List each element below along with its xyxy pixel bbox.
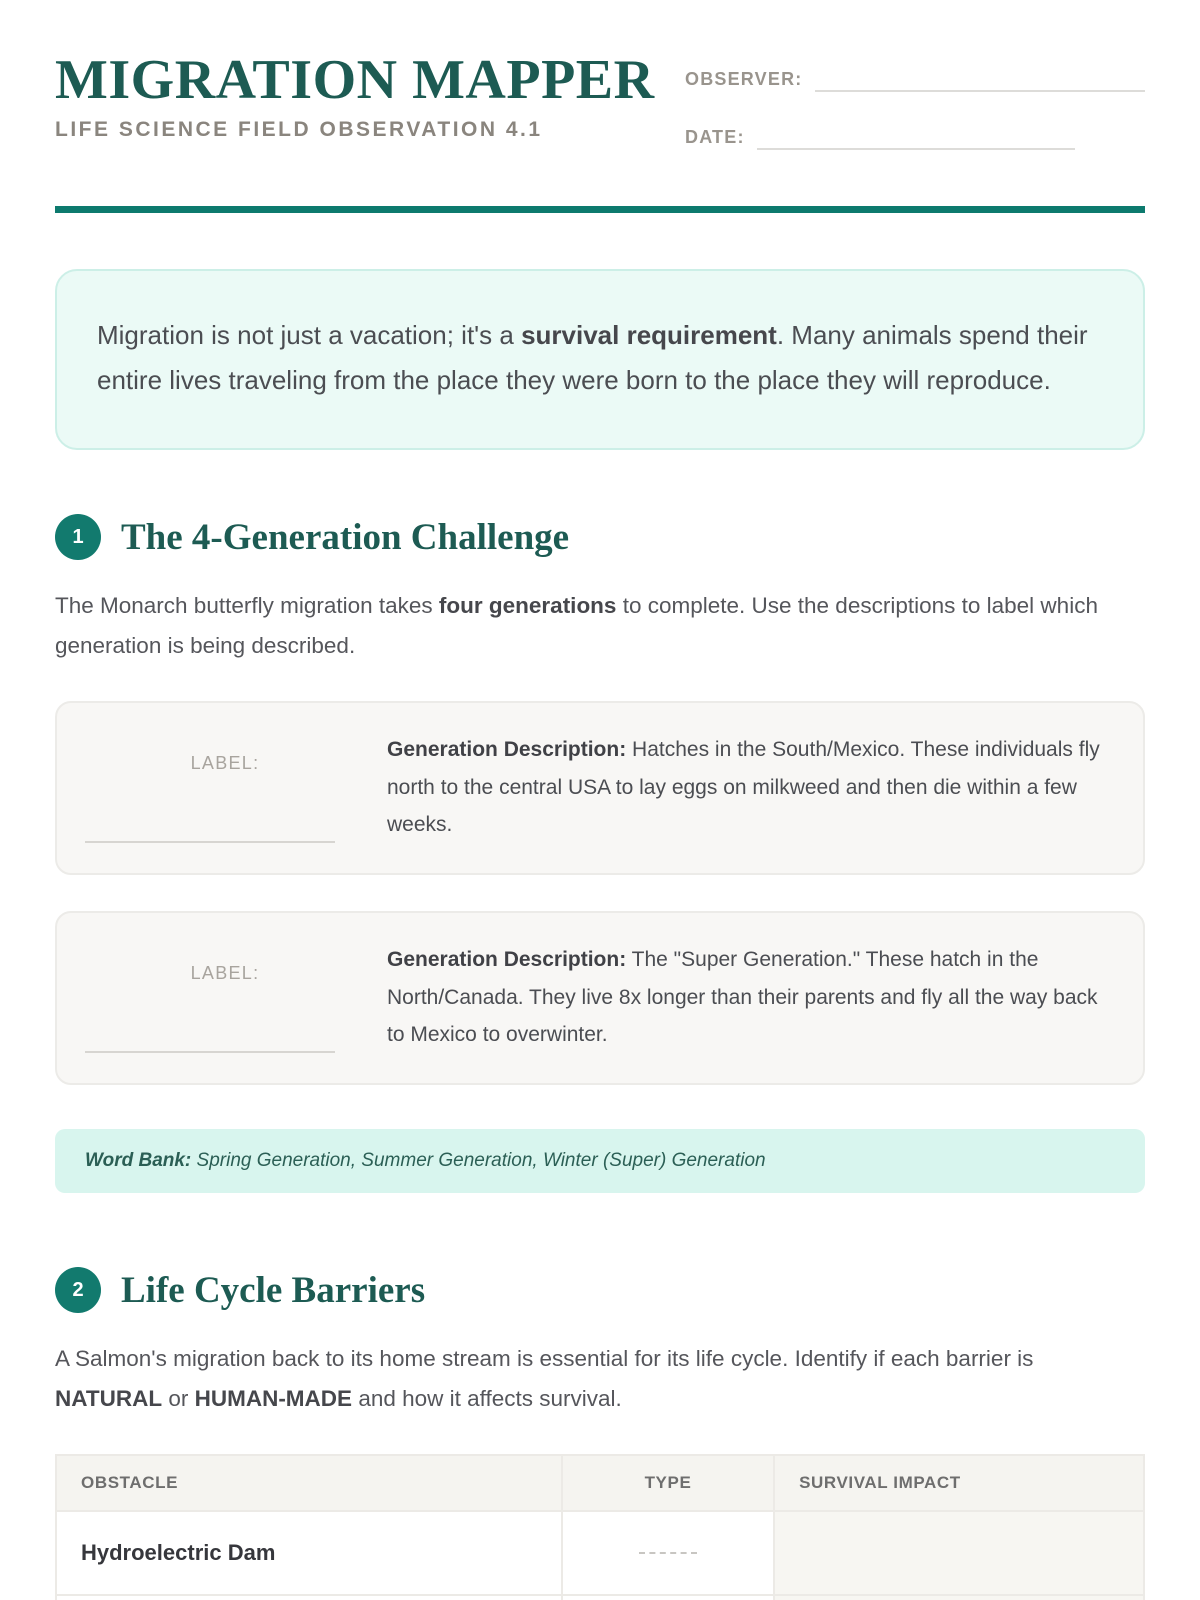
table-row xyxy=(56,1511,1144,1595)
section1-instructions xyxy=(55,586,1145,665)
obstacle-cell-2 xyxy=(56,1595,562,1600)
word-bank xyxy=(55,1129,1145,1193)
obstacle-cell-hydroelectric-dam: Hydroelectric Dam xyxy=(56,1511,562,1595)
header-divider xyxy=(55,206,1145,213)
section1-intro-after: to complete. Use the descriptions to label which generation is being described. xyxy=(55,593,1098,658)
survival-impact-answer-cell-1[interactable] xyxy=(774,1511,1144,1595)
generation-card-2 xyxy=(55,911,1145,1085)
label-zone-2 xyxy=(85,941,365,1053)
label-caption-2: LABEL: xyxy=(190,963,260,984)
label-caption-1: LABEL: xyxy=(190,753,260,774)
column-header-type: TYPE xyxy=(562,1455,774,1511)
description-text-1: Hatches in the South/Mexico. These individuals fly north to the central USA to lay eggs on milkweed and then die within a few weeks. xyxy=(387,738,1100,836)
date-label: DATE: xyxy=(685,127,745,147)
word-bank-label: Word Bank: xyxy=(85,1150,192,1172)
generation-card-1 xyxy=(55,701,1145,875)
column-header-survival-impact: SURVIVAL IMPACT xyxy=(774,1455,1144,1511)
section2-instructions xyxy=(55,1339,1145,1418)
observer-input[interactable] xyxy=(815,64,1146,92)
section2-number-badge: 2 xyxy=(55,1267,101,1313)
word-bank-items: Spring Generation, Summer Generation, Winter (Super) Generation xyxy=(191,1150,766,1172)
intro-text-bold: survival requirement xyxy=(521,320,777,350)
section1-intro-before: The Monarch butterfly migration takes xyxy=(55,593,439,619)
section2-intro-bold1: NATURAL xyxy=(55,1385,163,1411)
column-header-obstacle: OBSTACLE xyxy=(56,1455,562,1511)
section2-intro-before: A Salmon's migration back to its home stream is essential for its life cycle. Identify if each barrier is xyxy=(55,1346,1034,1372)
label-answer-line-2[interactable] xyxy=(85,1051,335,1053)
intro-callout xyxy=(55,269,1145,450)
date-input[interactable] xyxy=(757,122,1075,150)
section2-intro-after: and how it affects survival. xyxy=(352,1385,622,1411)
header-fields xyxy=(685,52,1145,180)
section1-intro-bold: four generations xyxy=(438,593,617,619)
type-answer-line-1[interactable] xyxy=(639,1552,697,1554)
intro-text-after: . Many animals spend their entire lives traveling from the place they were born to the place they will reproduce. xyxy=(97,320,1088,395)
page-title: MIGRATION MAPPER xyxy=(55,49,655,111)
type-answer-cell-2[interactable] xyxy=(562,1595,774,1600)
generation-description-2 xyxy=(387,941,1113,1053)
label-answer-line-1[interactable] xyxy=(85,841,335,843)
survival-impact-answer-cell-2[interactable] xyxy=(774,1595,1144,1600)
date-field-row xyxy=(685,122,1145,150)
title-block xyxy=(55,49,655,142)
type-answer-cell-1[interactable] xyxy=(562,1511,774,1595)
observer-label: OBSERVER: xyxy=(685,69,803,89)
section2-header xyxy=(55,1267,1145,1313)
section1-title: The 4-Generation Challenge xyxy=(121,516,570,558)
header xyxy=(55,49,1145,180)
label-zone-1 xyxy=(85,731,365,843)
table-row xyxy=(56,1595,1144,1600)
description-lead-2: Generation Description: xyxy=(387,948,627,972)
observer-field-row xyxy=(685,64,1145,92)
section1-number-badge: 1 xyxy=(55,514,101,560)
description-text-2: The "Super Generation." These hatch in the North/Canada. They live 8x longer than their parents and fly all the way back to Mexico to overwinter. xyxy=(387,948,1098,1047)
table-header-row xyxy=(56,1455,1144,1511)
intro-text-before: Migration is not just a vacation; it's a xyxy=(97,320,522,350)
section1-header xyxy=(55,514,1145,560)
description-lead-1: Generation Description: xyxy=(387,738,627,762)
section2-title: Life Cycle Barriers xyxy=(121,1269,426,1311)
generation-description-1 xyxy=(387,731,1113,843)
section2-intro-bold2: HUMAN-MADE xyxy=(194,1385,353,1411)
section2-intro-mid: or xyxy=(162,1385,195,1411)
page-subtitle: LIFE SCIENCE FIELD OBSERVATION 4.1 xyxy=(55,118,543,141)
barriers-table xyxy=(55,1454,1145,1600)
